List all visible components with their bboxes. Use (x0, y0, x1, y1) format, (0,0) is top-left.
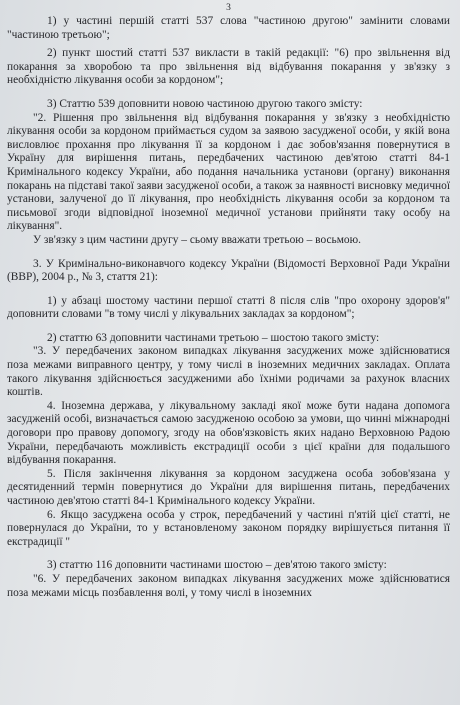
paragraph: 3) Статтю 539 доповнити новою частиною другою такого змісту: (47, 97, 363, 110)
paragraph: 2) пункт шостий статті 537 викласти в такій редакції: "6) про звільнення від покарання за хворобою та про звільнення від відбування покарання у зв'язку з необхідністю лікування особи за кордоном"; (7, 47, 450, 87)
paragraph: 6. Якщо засуджена особа у строк, передбачений у частині п'ятій цієї статті, не повернулася до України, то у встановленому законом порядку вирішується питання її екстрадиції " (7, 508, 450, 548)
page-number: 3 (226, 3, 231, 13)
paragraph: 3) статтю 116 доповнити частинами шостою – дев'ятою такого змісту: (47, 559, 387, 572)
paragraph: У зв'язку з цим частини другу – сьому вважати третьою – восьмою. (33, 233, 361, 246)
document-body (7, 15, 450, 600)
paragraph: "2. Рішення про звільнення від відбування покарання у зв'язку з необхідністю лікування особи за кордоном приймається судом за заявою засудженої особи, у якій вона висловлює прохання про лікування її за кордоном і дає зобов'язання повернутися в Україну для вирішення питань, передбачених частиною дев'ятою статті 84-1 Кримінального кодексу України, або подання начальника установи (органу) виконання покарань на підставі такої заяви засудженої особи, а також за наявності висновку медичної установи, залученої до її лікування, про необхідність лікування особи за кордоном та письмової згоди відповідної іноземної медичної установи прийняти таку особу на лікування". (7, 111, 450, 233)
paragraph: "6. У передбачених законом випадках лікування засуджених може здійснюватися поза межами місць позбавлення волі, у тому числі в іноземних (7, 572, 450, 599)
paragraph: 2) статтю 63 доповнити частинами третьою – шостою такого змісту: (47, 331, 380, 344)
paragraph: 4. Іноземна держава, у лікувальному закладі якої може бути надана допомога засудженій особі, визначається самою засудженою особою за умови, що чинні міжнародні договори про правову допомогу, згоду на обов'язковість яких надано Верховною Радою України, передбачають можливість екстрадиції особи з цієї країни для подальшого відбування покарання. (7, 399, 450, 467)
paragraph: 1) у абзаці шостому частини першої статті 8 після слів "про охорону здоров'я" доповнити словами "в тому числі у лікувальних закладах за кордоном"; (7, 294, 450, 321)
paragraph: 5. Після закінчення лікування за кордоном засуджена особа зобов'язана у десятиденний термін повернутися до України для вирішення питань, передбачених частиною дев'ятою статті 84-1 Кримінального кодексу України. (7, 467, 450, 507)
paragraph: 3. У Кримінально-виконавчого кодексу України (Відомості Верховної Ради України (ВВР), 2004 р., № 3, стаття 21): (7, 257, 450, 284)
paragraph: "3. У передбачених законом випадках лікування засуджених може здійснюватися поза межами виправного центру, у тому числі в іноземних медичних закладах. Оплата такого лікування здійснюється засудженими або їхніми родичами за рахунок власних коштів. (7, 345, 450, 399)
paragraph: 1) у частині першій статті 537 слова "частиною другою" замінити словами "частиною третьою"; (7, 15, 450, 41)
